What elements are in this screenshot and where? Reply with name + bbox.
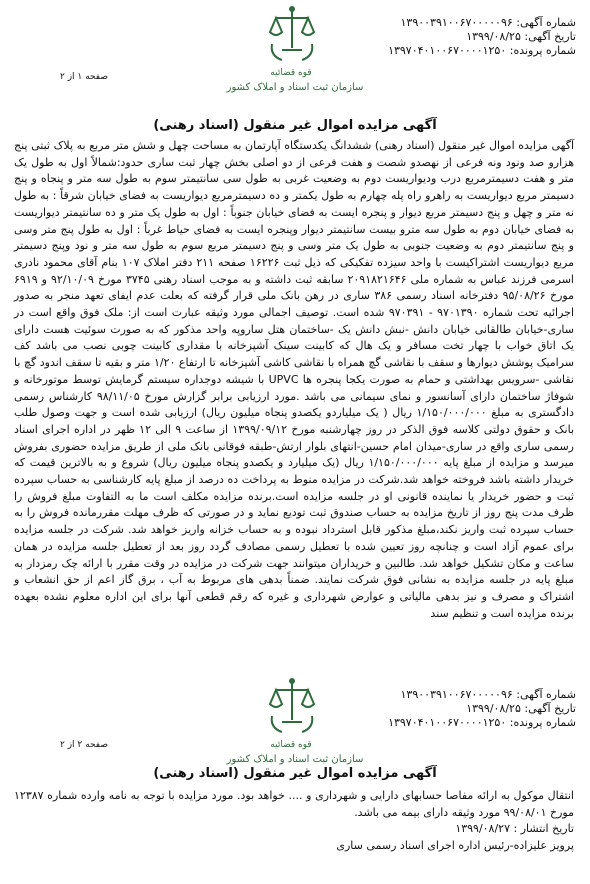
notice-date: تاریخ آگهی: ۱۳۹۹/۰۸/۲۵ — [466, 30, 576, 43]
notice-1-header — [0, 0, 590, 120]
issue-date: تاریخ انتشار : ۱۳۹۹/۰۸/۲۷ — [455, 822, 574, 836]
judiciary-label: قوه قضائیه — [270, 68, 312, 78]
notice-2-title: آگهی مزایده اموال غیر منقول (اسناد رهنی) — [153, 766, 437, 781]
notice-1-meta — [388, 16, 576, 58]
notice-2-meta — [388, 688, 576, 730]
judiciary-emblem-icon — [262, 4, 322, 66]
notice-2-body: انتقال موکول به ارائه مفاصا حسابهای دارایی و شهرداری و .... خواهد بود. مورد مزایده با توجه به نامه وارده شماره ۱۲۳۸۷ مورخ ۹۹/۰۸/۰۱ مورد وثیقه دارای بیمه می باشد. — [14, 789, 574, 819]
case-number: شماره پرونده: ۱۳۹۷۰۴۰۱۰۰۶۷۰۰۰۰۱۲۵۰ — [388, 44, 576, 57]
notice-1-body: آگهی مزایده اموال غیر منقول (اسناد رهنی) ششدانگ یکدستگاه آپارتمان به مساحت چهل و شش متر مربع به پلاک ثبتی پنج هزارو صد ونود ونه فرعی از نهصدو شصت و هفت فرعی از دو اصلی بخش چهار ثبت ساری حدود:شمالاً اول به طول یک متر و هفت دسیمترمربع درب ودیواریست دوم به وضعیت غربی به طول سی سانتیمتر سوم به طول سه متر و پنجاه و پنج دسیمتر مربع دیواریست به راهرو راه پله چهارم به طول یکمتر و ده دسیمترمربع دیواریست به فضای خیابان شرقاً : به طول نه متر و چهل و پنج دسیمتر مربع دیوار و پنجره ایست به فضای خیابان جنوباً : اول به طول یک متر و ده سانتیمتر دیواریست به فضای خیابان دوم به طول سه مترو بیست سانتیمتر دیوار وپنجره ایست به فضای حیاط غرباً : اول به طول پنج متر وسی و پنج سانتیمتر دوم به وضعیت جنوبی به طول یک متر وسی و پنج دسیمتر مربع سوم به طول سه متر و نود وپنج دسیمتر مربع دیواریست اشتراکیست با واحد سیزده تفکیکی که ذیل ثبت ۱۶۲۲۶ صفحه ۲۱۱ دفتر املاک ۱۰۷ بنام آقای محمود نادری اسرمی فرزند عباس به شماره ملی ۲۰۹۱۸۲۱۶۴۶ سابقه ثبت داشته و به موجب اسناد رهنی ۳۷۴۵ مورخ ۹۲/۱۰/۰۹ و ۶۹۱۹ مورخ ۹۵/۰۸/۲۶ دفترخانه اسناد رسمی ۳۸۶ ساری در رهن بانک ملی قرار گرفته که بعلت عدم ایفای تعهد منجر به صدور اجرائیه تحت شماره ۹۷۰۱۳۹۰ - ۹۷۰۳۹۱ شده است. توصیف اجمالی مورد وثیقه عبارت است از: ملک فوق واقع است در ساری-خیابان طالقانی خیابان دانش -نبش دانش یک -ساختمان هتل ساروپه واحد مذکور که به صورت سوئیت هست دارای یک اتاق خواب با چهار تخت مسافر و یک هال که کابینت سینک آشپزخانه با مقداری کابینت چوبی نصب می باشد کف سرامیک پوشش دیوارها و سقف با نقاشی گچ همراه با نقاشی کاشی آشپزخانه تا ارتفاع ۱/۲۰ متر و بقیه تا سقف اندود گچ با نقاشی -سرویس بهداشتی و حمام به صورت یکجا پنجره ها UPVC با شیشه دوجداره سیستم گرمایش توسط موتورخانه و شوفاژ ساختمان دارای آسانسور و نمای سیمانی می باشد .مورد ارزیابی برابر گزارش مورخ ۹۸/۱۱/۰۵ کارشناس رسمی دادگستری به مبلغ ۱/۱۵۰/۰۰۰/۰۰۰ ریال ( یک میلیاردو یکصدو پنجاه میلیون ریال) ارزیابی شده است و جهت وصول طلب بانک و حقوق دولتی کلاسه فوق الذکر در روز چهارشنبه مورخ ۱۳۹۹/۰۹/۱۲ از ساعت ۹ الی ۱۲ ظهر در اداره اجرای اسناد رسمی ساری واقع در ساری-میدان امام حسین-انتهای بلوار ارتش-طبقه فوقانی بانک ملی از طریق مزایده حضوری بفروش میرسد و مزایده از مبلغ پایه ۱/۱۵۰/۰۰۰/۰۰۰ ریال (یک میلیارد و یکصدو پنجاه میلیون ریال) شروع و به بالاترین قیمت که خریدار داشته باشد فروخته خواهد شد.شرکت در مزایده منوط به پرداخت ده درصد از مبلغ پایه کارشناسی به حساب سپرده ثبت و حضور خریدار یا نماینده قانونی او در جلسه مزایده است.برنده مزایده مکلف است ما به التفاوت مبلغ فروش را ظرف مدت پنج روز از تاریخ مزایده به حساب صندوق ثبت تودیع نماید و در صورتی که ظرف مهلت مقررمانده فروش را به حساب سپرده ثبت واریز نکند،مبلغ مذکور قابل استرداد نبوده و به حساب خزانه واریز خواهد شد. شرکت در جلسه مزایده برای عموم آزاد است و چنانچه روز تعیین شده با تعطیل رسمی مصادف گردد روز بعد از تعطیل جلسه مزایده در همان ساعت و مکان تشکیل خواهد شد. طالبین و خریداران میتوانند جهت شرکت در مزایده در وقت مقرر با ارائه چک رمزدار به مبلغ پایه در جلسه مزایده به نشانی فوق شرکت نمایند. ضمناً بدهی های مربوط به آب ، برق گاز اعم از حق انشعاب و اشتراک و مصرف و نیز بدهی مالیاتی و عوارض شهرداری و غیره که رقم قطعی آنها برای این اداره معلوم نشده بعهده برنده مزایده است و تنظیم سند — [14, 139, 575, 620]
organization-name: سازمان ثبت اسناد و املاک کشور — [226, 82, 364, 93]
notice-2-body-block — [14, 788, 574, 855]
notice-number: شماره آگهی: ۱۳۹۰۰۳۹۱۰۰۶۷۰۰۰۰۰۹۶ — [400, 16, 576, 29]
case-number: شماره پرونده: ۱۳۹۷۰۴۰۱۰۰۶۷۰۰۰۰۱۲۵۰ — [388, 716, 576, 729]
organization-name: سازمان ثبت اسناد و املاک کشور — [226, 754, 364, 765]
judiciary-emblem-icon — [262, 676, 322, 738]
notice-1-title: آگهی مزایده اموال غیر منقول (اسناد رهنی) — [153, 118, 437, 133]
page-number: صفحه ۱ از ۲ — [60, 72, 108, 82]
judiciary-label: قوه قضائیه — [270, 740, 312, 750]
page-number: صفحه ۲ از ۲ — [60, 740, 108, 750]
signature: پرویز علیزاده-رئیس اداره اجرای اسناد رسمی ساری — [336, 839, 574, 853]
notice-number: شماره آگهی: ۱۳۹۰۰۳۹۱۰۰۶۷۰۰۰۰۰۹۶ — [400, 688, 576, 701]
notice-date: تاریخ آگهی: ۱۳۹۹/۰۸/۲۵ — [466, 702, 576, 715]
